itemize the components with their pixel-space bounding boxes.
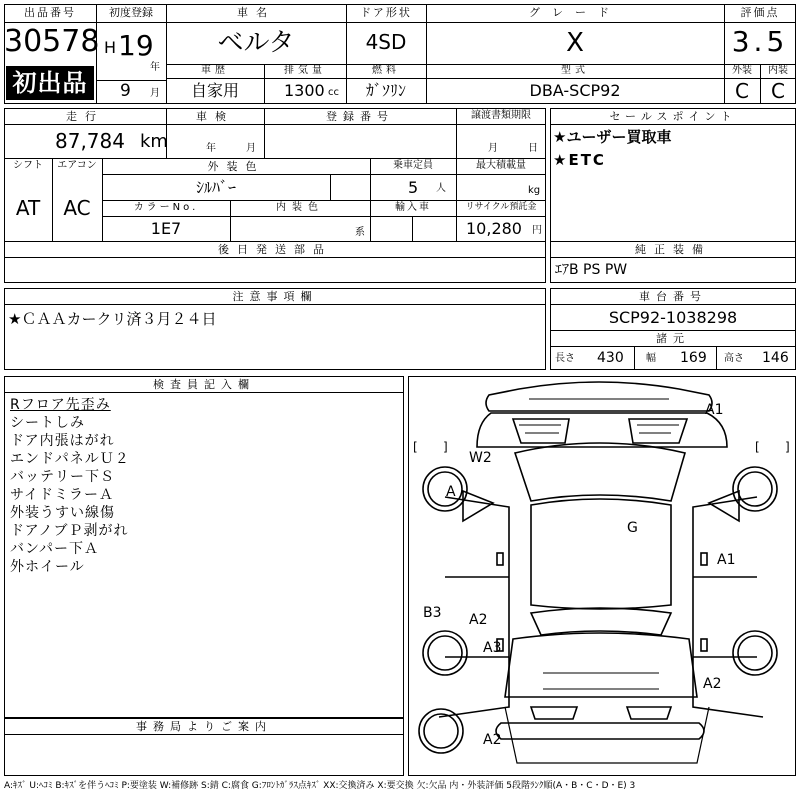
recycle-label: リサイクル預託金 [465, 202, 537, 212]
recycle-deposit: 10,280 [466, 219, 522, 238]
model-code: DBA-SCP92 [529, 81, 621, 100]
lot-number: 30578 [4, 24, 100, 59]
model-label: 型式 [561, 65, 589, 76]
note-line: エンドパネルＵ２ [10, 451, 130, 467]
caution-label: 注意事項欄 [232, 290, 318, 303]
color-no-label: カラーNo. [133, 202, 199, 213]
spec-label: 諸元 [656, 332, 690, 345]
note-line: 外ホイール [10, 559, 85, 575]
era: H [104, 38, 117, 57]
inspection-year-unit: 年 [206, 143, 216, 154]
damage-mark: A2 [469, 612, 488, 628]
score-label: 評価点 [740, 6, 780, 19]
damage-mark: A1 [705, 402, 724, 418]
width: 169 [680, 350, 707, 366]
car-diagram [408, 376, 796, 776]
capacity: 5 [408, 178, 419, 197]
color-no: 1E7 [150, 219, 182, 238]
mileage: 87,784 [55, 129, 125, 153]
reg-label: 初度登録 [109, 6, 153, 19]
note-line: Rフロア先歪み [10, 397, 111, 413]
mileage-label: 走行 [66, 110, 104, 123]
equipment-items: ｴｱB PS PW [555, 262, 628, 278]
displacement: 1300 [284, 81, 325, 100]
damage-mark: A1 [717, 552, 736, 568]
capacity-label: 乗車定員 [393, 160, 433, 171]
month-unit: 月 [150, 88, 160, 99]
ext-grade: C [735, 79, 749, 103]
damage-mark: A [446, 484, 456, 500]
office-label: 事務局よりご案内 [136, 720, 272, 733]
import-label: 輸入車 [395, 202, 431, 213]
shift-label: シフト [13, 160, 43, 171]
yen-unit: 円 [532, 225, 542, 236]
sales-points-label: セールスポイント [609, 110, 737, 123]
color-label: 外装色 [207, 160, 265, 173]
int-label: 内装 [768, 65, 788, 76]
height: 146 [762, 350, 789, 366]
bracket: ] [785, 440, 790, 454]
shift: AT [15, 196, 41, 220]
inspection-label: 車検 [196, 110, 234, 123]
first-listing-badge: 初出品 [6, 66, 94, 100]
door-type: 4SD [365, 30, 407, 54]
chassis-label: 車台番号 [639, 290, 707, 303]
transfer-month: 月 [488, 143, 498, 154]
car-outline-svg [409, 377, 795, 775]
fuel: ｶﾞｿﾘﾝ [365, 81, 406, 100]
bracket: ] [443, 440, 448, 454]
note-line: シートしみ [10, 415, 85, 431]
inspector-label: 検査員記入欄 [153, 378, 255, 391]
car-name: ベルタ [217, 28, 295, 58]
legend: A:ｷｽﾞ U:ﾍｺﾐ B:ｷｽﾞを伴うﾍｺﾐ P:要塗装 W:補修跡 S:錆 C:腐食 G:ﾌﾛﾝﾄｶﾞﾗｽ点ｷｽﾞ XX:交換済み X:要交換 欠:欠品 内・外装評価 5段階ﾗﾝｸ順(A・B・C・D・E) 3 [4, 781, 636, 791]
width-label: 幅 [646, 353, 656, 364]
note-line: バッテリー下Ｓ [10, 469, 115, 485]
note-line: ドア内張はがれ [10, 433, 115, 449]
bracket: [ [413, 440, 418, 454]
reg-no-label: 登録番号 [326, 110, 394, 123]
inspector-notes [10, 396, 130, 576]
load-label: 最大積載量 [476, 160, 526, 171]
bracket: [ [755, 440, 760, 454]
cc-unit: cc [328, 87, 339, 98]
note-line: サイドミラーＡ [10, 487, 115, 503]
grade: X [566, 28, 584, 58]
car-name-label: 車名 [237, 6, 275, 19]
damage-mark: A2 [703, 676, 722, 692]
score: 3.5 [731, 25, 789, 58]
damage-mark: B3 [423, 605, 442, 621]
int-color-label: 内装色 [276, 202, 324, 213]
int-grade: C [771, 79, 785, 103]
history: 自家用 [190, 81, 239, 100]
later-parts-label: 後日発送部品 [218, 243, 332, 256]
int-color-suffix: 系 [355, 227, 365, 238]
note-line: バンパー下Ａ [10, 541, 100, 557]
grade-label: グレード [529, 6, 621, 19]
lot-no-label: 出品番号 [24, 6, 76, 19]
year-unit: 年 [150, 62, 160, 73]
ac-label: エアコン [57, 160, 97, 171]
displacement-label: 排気量 [284, 65, 326, 76]
kg-unit: kg [528, 185, 541, 196]
height-label: 高さ [724, 353, 744, 364]
note-line: 外装うすい線傷 [10, 505, 115, 521]
sales-point-2: ★ETC [553, 151, 606, 169]
equipment-label: 純正装備 [635, 243, 711, 256]
transfer-day: 日 [528, 143, 538, 154]
persons-unit: 人 [436, 183, 446, 194]
damage-mark: A2 [483, 732, 502, 748]
caution-text: ★ＣＡＡカークリ済３月２４日 [8, 310, 217, 328]
sales-point-1: ★ユーザー買取車 [553, 128, 672, 146]
inspection-month-unit: 月 [246, 143, 256, 154]
ac: AC [63, 196, 91, 220]
reg-month: 9 [120, 81, 131, 101]
history-label: 車歴 [201, 65, 229, 76]
damage-mark: W2 [469, 450, 492, 466]
length-label: 長さ [555, 353, 575, 364]
chassis-number: SCP92-1038298 [608, 308, 738, 327]
reg-year: 19 [118, 29, 154, 62]
damage-mark: G [627, 520, 638, 536]
ext-label: 外装 [732, 65, 752, 76]
transfer-label: 譲渡書類期限 [471, 110, 531, 121]
exterior-color: ｼﾙﾊﾞｰ [195, 178, 236, 197]
km-unit: km [140, 131, 168, 152]
note-line: ドアノブＰ剥がれ [10, 523, 129, 539]
damage-mark: A3 [483, 640, 502, 656]
length: 430 [597, 350, 624, 366]
door-label: ドア形状 [360, 6, 412, 19]
fuel-label: 燃料 [372, 65, 400, 76]
